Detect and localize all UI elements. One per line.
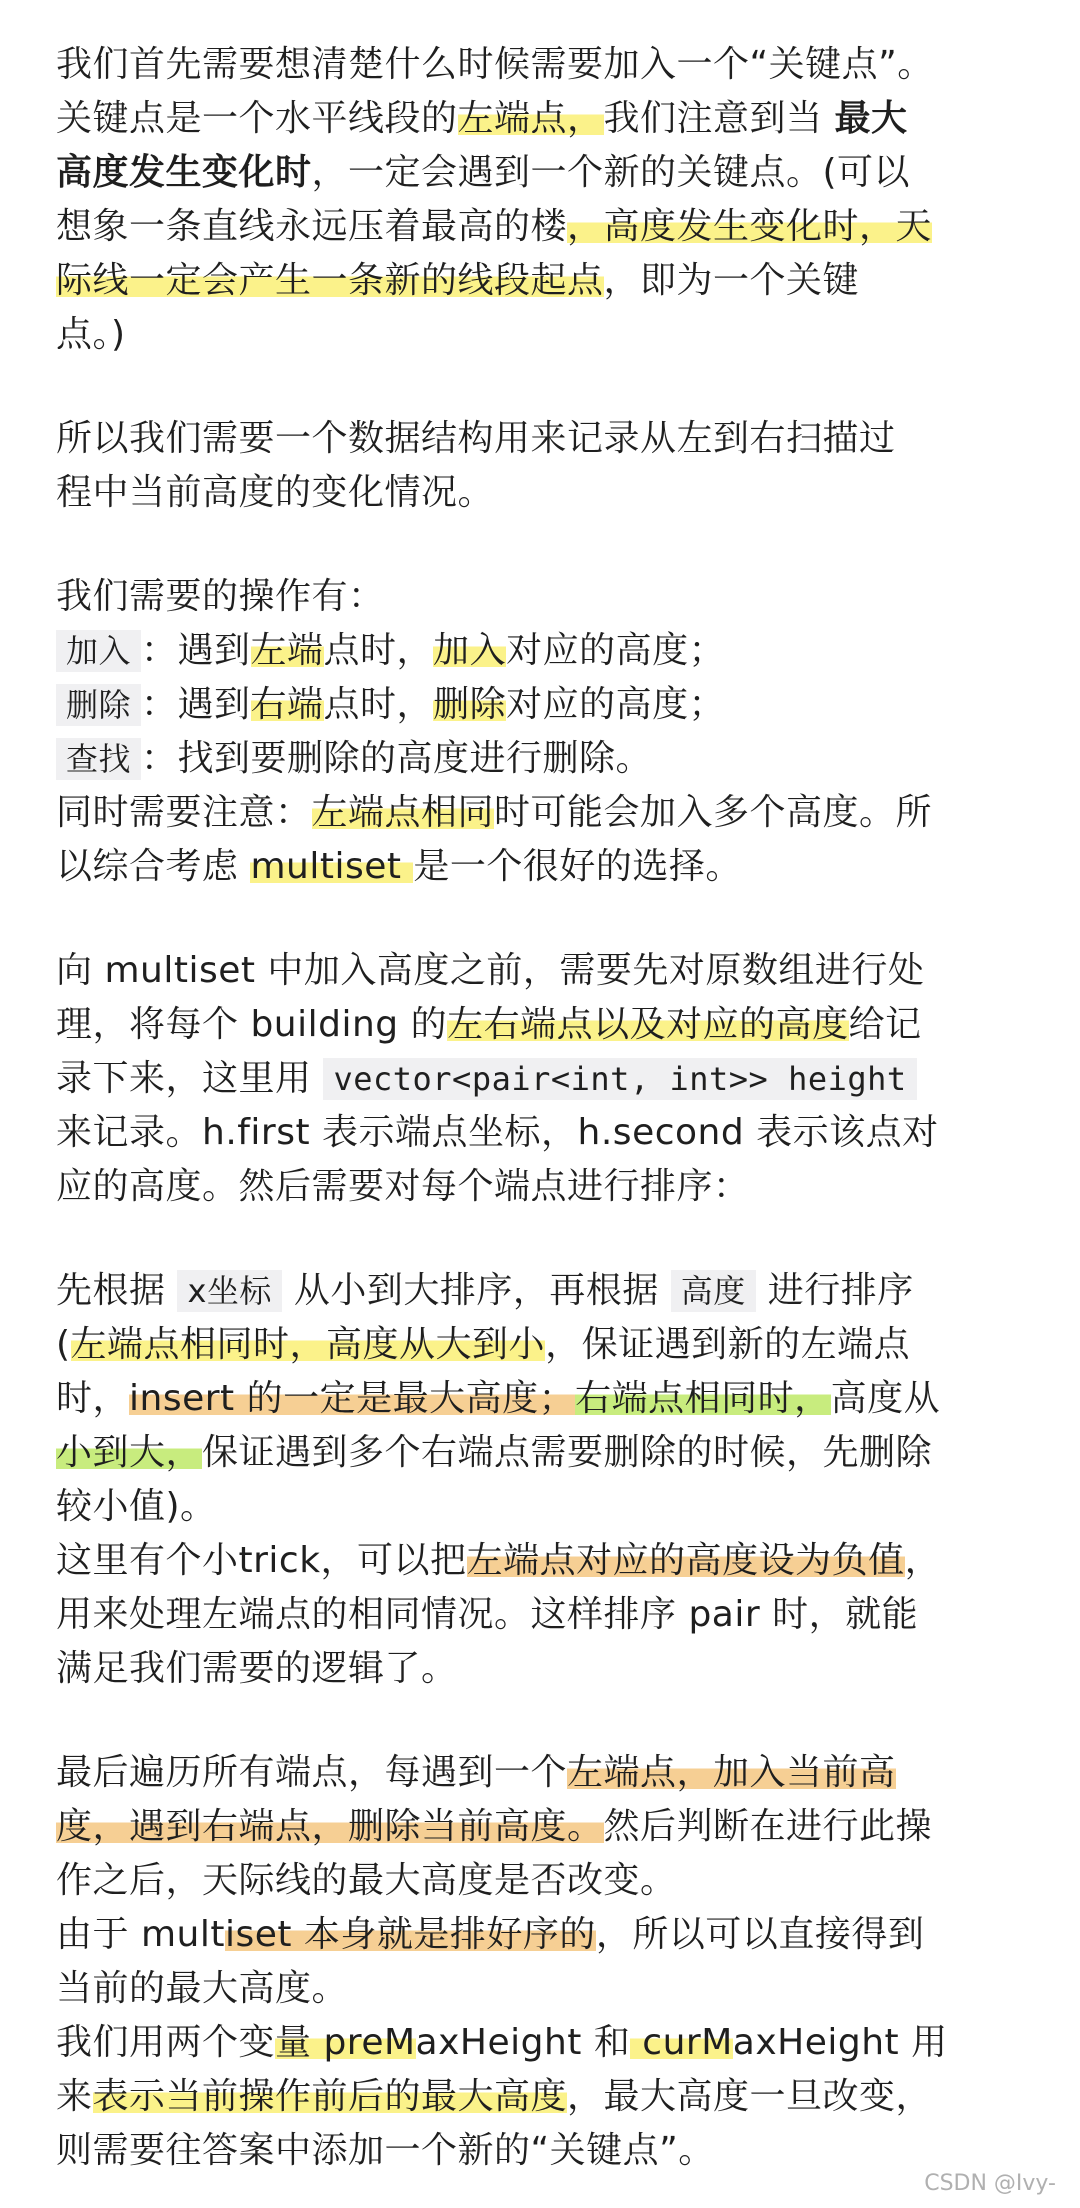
- text-line: (左端点相同时，高度从大到小，保证遇到新的左端点: [56, 1324, 911, 1365]
- text-line: 来表示当前操作前后的最大高度，最大高度一旦改变，: [56, 2076, 933, 2117]
- text-line: 点。): [56, 314, 126, 355]
- text-line: 所以我们需要一个数据结构用来记录从左到右扫描过: [56, 418, 896, 459]
- text-line: 我们首先需要想清楚什么时候需要加入一个“关键点”。: [56, 44, 934, 85]
- text-line: 我们需要的操作有：: [56, 576, 385, 617]
- text-line: 想象一条直线永远压着最高的楼，高度发生变化时，天: [56, 206, 933, 247]
- text-line: 我们用两个变量 preMaxHeight 和 curMaxHeight 用: [56, 2022, 948, 2063]
- inline-code: 高度: [671, 1270, 756, 1312]
- text-line: 作之后，天际线的最大高度是否改变。: [56, 1860, 677, 1901]
- inline-code: vector<pair<int, int>> height: [323, 1058, 916, 1100]
- text-line: 时，insert 的一定是最大高度；右端点相同时，高度从: [56, 1378, 941, 1419]
- text-line: 小到大，保证遇到多个右端点需要删除的时候，先删除: [56, 1432, 933, 1473]
- text-line: 满足我们需要的逻辑了。: [56, 1648, 458, 1689]
- text-line: 这里有个小trick，可以把左端点对应的高度设为负值，: [56, 1540, 942, 1581]
- text-line: 由于 multiset 本身就是排好序的，所以可以直接得到: [56, 1914, 925, 1955]
- inline-code: 查找: [56, 738, 141, 780]
- text-line: 高度发生变化时，一定会遇到一个新的关键点。(可以: [56, 152, 911, 193]
- inline-code: 删除: [56, 684, 141, 726]
- text-line: 录下来，这里用 vector<pair<int, int>> height: [56, 1052, 917, 1106]
- text-line: 则需要往答案中添加一个新的“关键点”。: [56, 2130, 715, 2171]
- text-line: 最后遍历所有端点，每遇到一个左端点，加入当前高: [56, 1752, 896, 1793]
- list-item: 加入 ：遇到左端点时，加入对应的高度；: [56, 624, 725, 678]
- text-line: 以综合考虑 multiset 是一个很好的选择。: [56, 846, 742, 887]
- text-line: 先根据 x坐标 从小到大排序，再根据 高度 进行排序: [56, 1270, 914, 1311]
- text-line: 程中当前高度的变化情况。: [56, 472, 495, 513]
- text-line: 较小值)。: [56, 1486, 217, 1527]
- inline-code: 加入: [56, 630, 141, 672]
- text-line: 度，遇到右端点，删除当前高度。然后判断在进行此操: [56, 1806, 933, 1847]
- text-line: 向 multiset 中加入高度之前，需要先对原数组进行处: [56, 950, 925, 991]
- text-line: 理，将每个 building 的左右端点以及对应的高度给记: [56, 1004, 922, 1045]
- list-item: 查找 ：找到要删除的高度进行删除。: [56, 732, 652, 786]
- text-line: 关键点是一个水平线段的左端点，我们注意到当 最大: [56, 98, 908, 139]
- text-line: 用来处理左端点的相同情况。这样排序 pair 时，就能: [56, 1594, 919, 1635]
- text-line: 际线一定会产生一条新的线段起点，即为一个关键: [56, 260, 860, 301]
- inline-code: x坐标: [177, 1270, 281, 1312]
- text-line: 当前的最大高度。: [56, 1968, 349, 2009]
- watermark: CSDN @Ivy-: [924, 2171, 1056, 2196]
- text-line: 应的高度。然后需要对每个端点进行排序：: [56, 1166, 750, 1207]
- list-item: 删除 ：遇到右端点时，删除对应的高度；: [56, 678, 725, 732]
- text-line: 同时需要注意：左端点相同时可能会加入多个高度。所: [56, 792, 933, 833]
- text-line: 来记录。h.first 表示端点坐标，h.second 表示该点对: [56, 1112, 939, 1153]
